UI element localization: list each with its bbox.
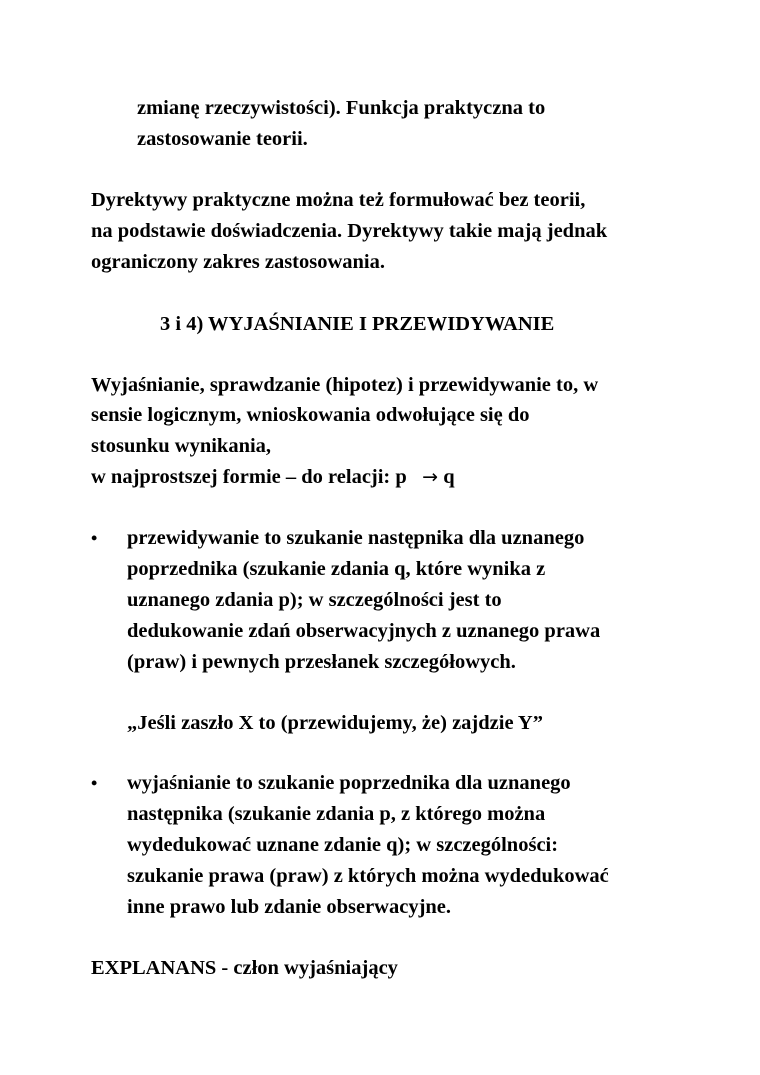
bullet-line: wyjaśnianie to szukanie poprzednika dla uznanego — [127, 772, 571, 794]
paragraph-line: Wyjaśnianie, sprawdzanie (hipotez) i przewidywanie to, w — [91, 374, 599, 396]
explanans-definition: EXPLANANS - człon wyjaśniający — [91, 957, 398, 979]
paragraph-line: sensie logicznym, wnioskowania odwołujące się do — [91, 404, 530, 426]
bullet-line: inne prawo lub zdanie obserwacyjne. — [127, 896, 452, 918]
bullet-line: dedukowanie zdań obserwacyjnych z uznanego prawa — [127, 620, 601, 642]
relation-line — [91, 465, 455, 489]
paragraph-line: stosunku wynikania, — [91, 435, 272, 457]
bullet-icon: • — [91, 528, 98, 548]
bullet-line: szukanie prawa (praw) z których można wydedukować — [127, 865, 609, 887]
intro-line: zastosowanie teorii. — [137, 128, 308, 150]
quote: „Jeśli zaszło X to (przewidujemy, że) zajdzie Y” — [127, 712, 543, 734]
bullet-icon: • — [91, 773, 98, 793]
bullet-line: wydedukować uznane zdanie q); w szczególności: — [127, 834, 559, 856]
bullet-line: następnika (szukanie zdania p, z którego można — [127, 803, 546, 825]
paragraph-line: ograniczony zakres zastosowania. — [91, 251, 386, 273]
bullet-line: poprzednika (szukanie zdania q, które wynika z — [127, 558, 546, 580]
relation-consequent: q — [443, 466, 455, 488]
section-heading: 3 i 4) WYJAŚNIANIE I PRZEWIDYWANIE — [160, 313, 555, 335]
implication-arrow-icon: → — [422, 466, 439, 488]
paragraph-line: Dyrektywy praktyczne można też formułować bez teorii, — [91, 189, 586, 211]
intro-line: zmianę rzeczywistości). Funkcja praktyczna to — [137, 97, 546, 119]
paragraph-line: na podstawie doświadczenia. Dyrektywy takie mają jednak — [91, 220, 608, 242]
bullet-line: przewidywanie to szukanie następnika dla uznanego — [127, 527, 585, 549]
relation-text: w najprostszej formie – do relacji: p — [91, 466, 407, 488]
bullet-line: (praw) i pewnych przesłanek szczegółowych. — [127, 651, 516, 673]
bullet-line: uznanego zdania p); w szczególności jest to — [127, 589, 502, 611]
